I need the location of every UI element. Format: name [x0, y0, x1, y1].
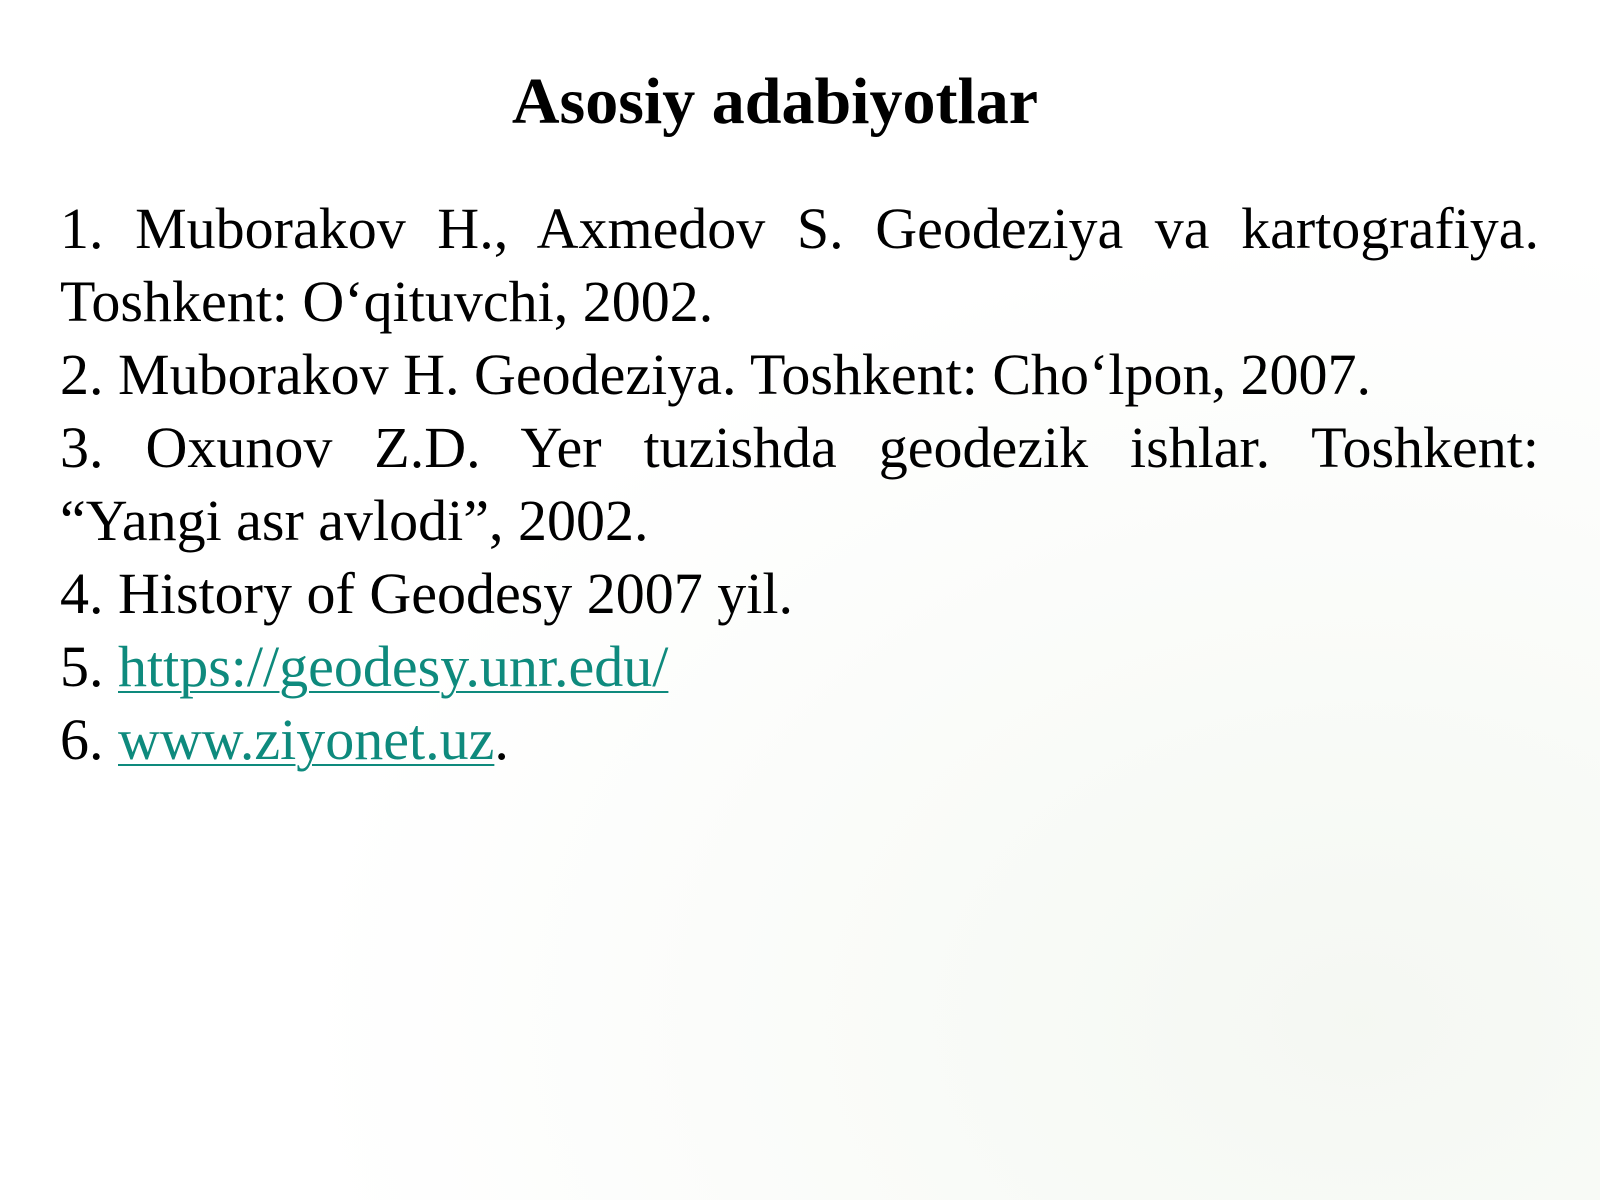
reference-item-4 — [60, 557, 1539, 630]
reference-number: 4. — [60, 561, 104, 626]
reference-item-1 — [60, 192, 1539, 265]
slide-title: Asosiy adabiyotlar — [511, 65, 1039, 138]
reference-text: Muborakov H. Geodeziya. Toshkent: Cho‘lpon, 2007. — [118, 342, 1371, 407]
references-list — [60, 192, 1539, 776]
reference-suffix: . — [494, 707, 509, 772]
ziyonet-link[interactable]: www.ziyonet.uz — [118, 707, 495, 772]
reference-text: History of Geodesy 2007 yil. — [118, 561, 793, 626]
reference-text-line2: “Yangi asr avlodi”, 2002. — [60, 488, 649, 553]
geodesy-link[interactable]: https://geodesy.unr.edu/ — [118, 634, 669, 699]
reference-item-3-continuation — [60, 484, 1539, 557]
reference-number: 3. — [60, 415, 104, 480]
reference-number: 6. — [60, 707, 104, 772]
reference-item-3 — [60, 411, 1539, 484]
reference-number: 1. — [60, 196, 104, 261]
reference-item-5 — [60, 630, 1539, 703]
reference-text-line1: Oxunov Z.D. Yer tuzishda geodezik ishlar. Toshkent: — [145, 415, 1539, 480]
reference-item-2 — [60, 338, 1539, 411]
reference-item-1-continuation — [60, 265, 1539, 338]
reference-text-line1: Muborakov H., Axmedov S. Geodeziya va kartografiya. — [135, 196, 1540, 261]
reference-item-6 — [60, 703, 1539, 776]
reference-number: 5. — [60, 634, 104, 699]
reference-text-line2: Toshkent: O‘qituvchi, 2002. — [60, 269, 714, 334]
reference-number: 2. — [60, 342, 104, 407]
